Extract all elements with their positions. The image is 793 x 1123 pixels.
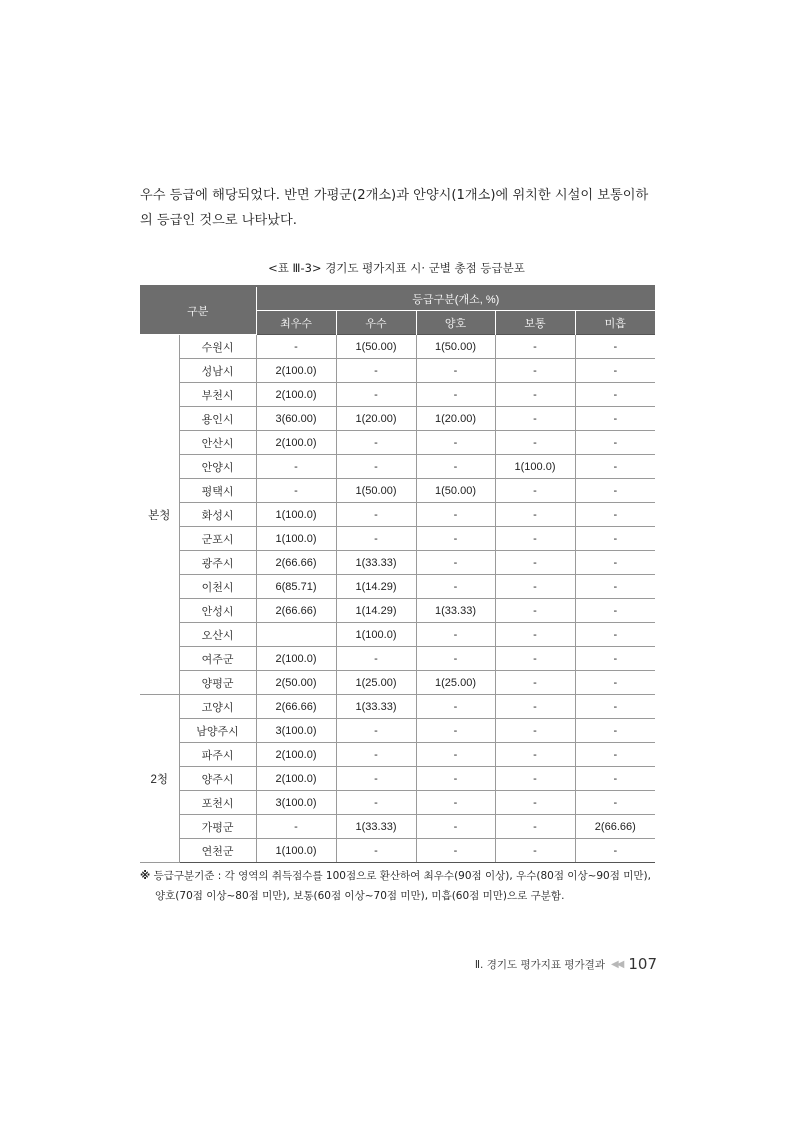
grade-value-cell: - <box>416 815 495 839</box>
table-row <box>140 527 655 551</box>
city-cell: 부천시 <box>179 383 256 407</box>
grade-value-cell: - <box>336 383 416 407</box>
city-cell: 안산시 <box>179 431 256 455</box>
grade-value-cell: - <box>336 431 416 455</box>
body-paragraph <box>140 183 660 233</box>
grade-value-cell: - <box>416 839 495 863</box>
grade-value-cell: - <box>495 575 575 599</box>
grade-value-cell: - <box>495 671 575 695</box>
grade-value-cell: 1(14.29) <box>336 599 416 623</box>
city-cell: 양주시 <box>179 767 256 791</box>
page-number: 107 <box>628 955 657 973</box>
grade-value-cell: - <box>575 767 655 791</box>
city-cell: 오산시 <box>179 623 256 647</box>
grade-value-cell: - <box>336 791 416 815</box>
table-row <box>140 335 655 359</box>
grade-value-cell: - <box>495 479 575 503</box>
grade-value-cell: - <box>256 479 336 503</box>
grade-value-cell: - <box>575 503 655 527</box>
grade-value-cell: 1(25.00) <box>336 671 416 695</box>
grade-value-cell: - <box>336 503 416 527</box>
header-grade: 보통 <box>495 311 575 335</box>
grade-value-cell: - <box>416 455 495 479</box>
table-row <box>140 791 655 815</box>
city-cell: 여주군 <box>179 647 256 671</box>
grade-value-cell: - <box>575 575 655 599</box>
grade-value-cell: - <box>495 383 575 407</box>
grade-value-cell <box>256 623 336 647</box>
grade-value-cell: - <box>575 359 655 383</box>
grade-value-cell: - <box>495 359 575 383</box>
grade-value-cell: - <box>495 527 575 551</box>
grade-value-cell: - <box>416 791 495 815</box>
table-body <box>140 335 655 863</box>
grade-value-cell: - <box>575 431 655 455</box>
footer-chapter: Ⅱ. 경기도 평가지표 평가결과 <box>474 958 605 971</box>
grade-value-cell: - <box>575 407 655 431</box>
table-row <box>140 479 655 503</box>
grade-value-cell: - <box>416 575 495 599</box>
paragraph-line: 우수 등급에 해당되었다. 반면 가평군(2개소)과 안양시(1개소)에 위치한 시설이 보통이하 <box>140 188 649 203</box>
grade-value-cell: - <box>575 719 655 743</box>
grade-value-cell: - <box>495 647 575 671</box>
table-row <box>140 431 655 455</box>
city-cell: 화성시 <box>179 503 256 527</box>
header-grade: 우수 <box>336 311 416 335</box>
grade-value-cell: - <box>575 623 655 647</box>
grade-value-cell: 1(14.29) <box>336 575 416 599</box>
table-row <box>140 551 655 575</box>
table-row <box>140 839 655 863</box>
grade-value-cell: - <box>575 551 655 575</box>
page-footer <box>475 955 657 973</box>
grade-value-cell: 2(66.66) <box>256 599 336 623</box>
grade-value-cell: - <box>575 455 655 479</box>
grade-value-cell: - <box>495 767 575 791</box>
grade-value-cell: - <box>495 719 575 743</box>
table-row <box>140 767 655 791</box>
grade-value-cell: - <box>416 623 495 647</box>
grade-value-cell: - <box>575 527 655 551</box>
grade-value-cell: - <box>495 743 575 767</box>
note-mark: ※ <box>140 870 151 882</box>
grade-value-cell: 3(100.0) <box>256 791 336 815</box>
footnote <box>140 866 660 906</box>
table-row <box>140 455 655 479</box>
header-category: 구분 <box>140 286 256 335</box>
grade-value-cell: 2(66.66) <box>575 815 655 839</box>
table-row <box>140 623 655 647</box>
grade-value-cell: 1(50.00) <box>416 335 495 359</box>
table-caption: <표 Ⅲ-3> 경기도 평가지표 시· 군별 총점 등급분포 <box>268 261 525 275</box>
table-row <box>140 599 655 623</box>
grade-value-cell: - <box>495 503 575 527</box>
grade-value-cell: 1(33.33) <box>336 551 416 575</box>
table-row <box>140 743 655 767</box>
grade-value-cell: - <box>416 503 495 527</box>
grade-value-cell: - <box>495 839 575 863</box>
grade-value-cell: 2(50.00) <box>256 671 336 695</box>
grade-value-cell: - <box>575 647 655 671</box>
grade-value-cell: 1(20.00) <box>336 407 416 431</box>
grade-value-cell: 2(100.0) <box>256 431 336 455</box>
city-cell: 성남시 <box>179 359 256 383</box>
grade-value-cell: 1(100.0) <box>336 623 416 647</box>
grade-value-cell: - <box>256 455 336 479</box>
grade-value-cell: 1(100.0) <box>256 503 336 527</box>
grade-value-cell: 1(100.0) <box>256 527 336 551</box>
city-cell: 파주시 <box>179 743 256 767</box>
grade-value-cell: - <box>336 455 416 479</box>
grade-value-cell: - <box>495 815 575 839</box>
table-row <box>140 383 655 407</box>
grade-value-cell: - <box>416 431 495 455</box>
grade-value-cell: - <box>495 407 575 431</box>
grade-value-cell: - <box>575 839 655 863</box>
grade-value-cell: - <box>336 743 416 767</box>
grade-value-cell: - <box>575 695 655 719</box>
grade-value-cell: - <box>336 527 416 551</box>
city-cell: 포천시 <box>179 791 256 815</box>
grade-value-cell: - <box>336 767 416 791</box>
grade-value-cell: - <box>336 359 416 383</box>
double-arrow-left-icon: ◀◀ <box>610 958 623 970</box>
city-cell: 안성시 <box>179 599 256 623</box>
grade-value-cell: - <box>336 719 416 743</box>
grade-value-cell: - <box>416 647 495 671</box>
grade-value-cell: - <box>575 791 655 815</box>
city-cell: 가평군 <box>179 815 256 839</box>
table-row <box>140 647 655 671</box>
grade-value-cell: - <box>575 599 655 623</box>
grade-value-cell: - <box>416 719 495 743</box>
table-row <box>140 503 655 527</box>
grade-value-cell: 1(20.00) <box>416 407 495 431</box>
grade-value-cell: 1(50.00) <box>336 479 416 503</box>
table-row <box>140 695 655 719</box>
grade-value-cell: - <box>495 695 575 719</box>
grade-value-cell: 2(100.0) <box>256 383 336 407</box>
grade-value-cell: - <box>256 815 336 839</box>
table-row <box>140 359 655 383</box>
city-cell: 안양시 <box>179 455 256 479</box>
grade-value-cell: 2(66.66) <box>256 551 336 575</box>
grade-value-cell: - <box>256 335 336 359</box>
grade-value-cell: 2(100.0) <box>256 647 336 671</box>
city-cell: 수원시 <box>179 335 256 359</box>
grade-value-cell: 1(33.33) <box>336 815 416 839</box>
grade-value-cell: - <box>575 383 655 407</box>
grade-value-cell: - <box>495 623 575 647</box>
grade-value-cell: - <box>575 743 655 767</box>
table-row <box>140 671 655 695</box>
grade-value-cell: - <box>416 527 495 551</box>
grade-value-cell: - <box>416 359 495 383</box>
group-cell: 본청 <box>140 335 179 695</box>
header-grade: 미흡 <box>575 311 655 335</box>
grade-value-cell: 1(100.0) <box>495 455 575 479</box>
group-cell: 2청 <box>140 695 179 863</box>
grade-value-cell: 6(85.71) <box>256 575 336 599</box>
header-grade-group: 등급구분(개소, %) <box>256 286 655 311</box>
paragraph-line: 의 등급인 것으로 나타났다. <box>140 213 297 228</box>
city-cell: 연천군 <box>179 839 256 863</box>
grade-value-cell: - <box>416 383 495 407</box>
grade-distribution-table <box>140 285 655 863</box>
grade-value-cell: 1(50.00) <box>416 479 495 503</box>
table-row <box>140 407 655 431</box>
city-cell: 남양주시 <box>179 719 256 743</box>
note-line: 양호(70점 이상~80점 미만), 보통(60점 이상~70점 미만), 미흡(60점 미만)으로 구분함. <box>155 890 565 902</box>
grade-value-cell: 1(100.0) <box>256 839 336 863</box>
grade-value-cell: 1(50.00) <box>336 335 416 359</box>
table-row <box>140 815 655 839</box>
grade-value-cell: - <box>495 431 575 455</box>
header-grade: 양호 <box>416 311 495 335</box>
grade-value-cell: - <box>416 767 495 791</box>
city-cell: 평택시 <box>179 479 256 503</box>
city-cell: 용인시 <box>179 407 256 431</box>
city-cell: 이천시 <box>179 575 256 599</box>
grade-value-cell: - <box>416 695 495 719</box>
grade-value-cell: 1(25.00) <box>416 671 495 695</box>
grade-value-cell: 2(100.0) <box>256 743 336 767</box>
grade-value-cell: 3(60.00) <box>256 407 336 431</box>
city-cell: 고양시 <box>179 695 256 719</box>
grade-value-cell: - <box>495 599 575 623</box>
header-grade: 최우수 <box>256 311 336 335</box>
grade-value-cell: - <box>416 743 495 767</box>
grade-value-cell: 3(100.0) <box>256 719 336 743</box>
grade-value-cell: - <box>495 551 575 575</box>
city-cell: 양평군 <box>179 671 256 695</box>
grade-value-cell: 1(33.33) <box>336 695 416 719</box>
grade-value-cell: - <box>575 335 655 359</box>
city-cell: 광주시 <box>179 551 256 575</box>
note-line: 등급구분기준 : 각 영역의 취득점수를 100점으로 환산하여 최우수(90점 이상), 우수(80점 이상~90점 미만), <box>153 870 651 882</box>
grade-value-cell: - <box>336 839 416 863</box>
grade-value-cell: - <box>495 791 575 815</box>
city-cell: 군포시 <box>179 527 256 551</box>
grade-value-cell: 2(100.0) <box>256 767 336 791</box>
grade-value-cell: - <box>575 671 655 695</box>
grade-value-cell: 2(100.0) <box>256 359 336 383</box>
grade-value-cell: - <box>336 647 416 671</box>
grade-value-cell: - <box>416 551 495 575</box>
grade-value-cell: - <box>495 335 575 359</box>
table-row <box>140 719 655 743</box>
grade-value-cell: - <box>575 479 655 503</box>
grade-value-cell: 2(66.66) <box>256 695 336 719</box>
table-row <box>140 575 655 599</box>
grade-value-cell: 1(33.33) <box>416 599 495 623</box>
